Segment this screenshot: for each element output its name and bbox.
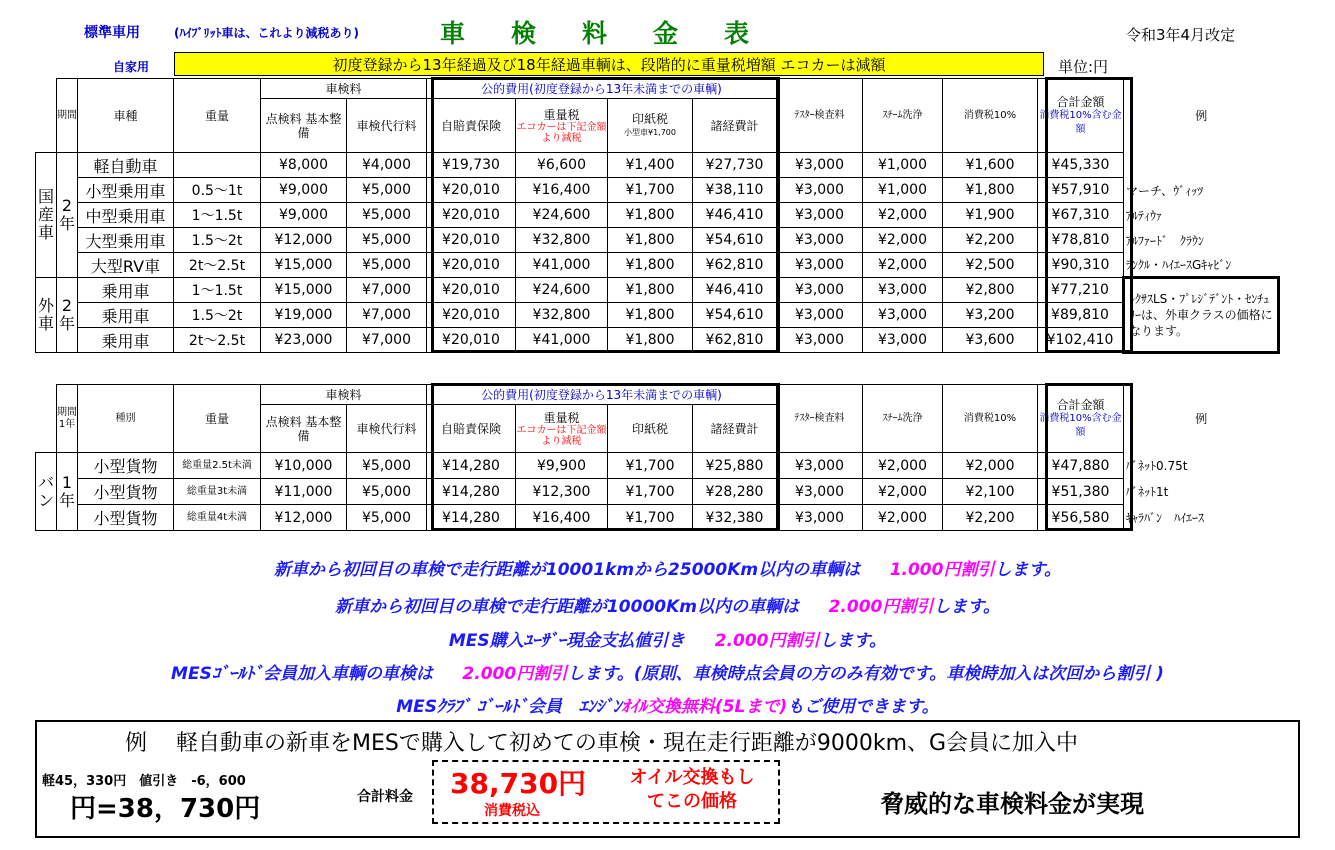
total-amount: ¥89,810 [1038, 303, 1124, 328]
steam-fee: ¥2,000 [863, 228, 943, 253]
weight-tax: ¥41,000 [516, 253, 608, 278]
basic-fee: ¥12,000 [261, 505, 347, 531]
period-cell: 1年 [57, 453, 78, 531]
agency-fee: ¥7,000 [347, 328, 427, 353]
stamp-tax: ¥1,800 [608, 228, 693, 253]
stamp-tax: ¥1,800 [608, 278, 693, 303]
tester-fee: ¥3,000 [777, 479, 863, 505]
weight-tax: ¥32,800 [516, 228, 608, 253]
consumption-tax: ¥2,200 [943, 228, 1038, 253]
stamp-tax: ¥1,800 [608, 203, 693, 228]
insurance-fee: ¥20,010 [427, 303, 516, 328]
car-type: 大型乗用車 [78, 228, 174, 253]
weight-cell: 1.5～2t [174, 228, 261, 253]
car-type: 軽自動車 [78, 153, 174, 178]
weight-tax: ¥24,600 [516, 203, 608, 228]
page-title: 車検料金表 [440, 19, 796, 48]
promo-2 [0, 592, 1335, 617]
t2-header-weight: 重量 [174, 385, 261, 453]
table-row [36, 228, 1279, 253]
table-row [36, 278, 1279, 303]
header-basic: 点検料 基本整備 [261, 99, 347, 153]
header-steam: ｽﾁｰﾑ洗浄 [863, 79, 943, 153]
header-stamp [608, 99, 693, 153]
tester-fee: ¥3,000 [777, 328, 863, 353]
header-stamp-note: 小型車¥1,700 [624, 127, 676, 137]
stamp-tax: ¥1,400 [608, 153, 693, 178]
basic-fee: ¥9,000 [261, 178, 347, 203]
group-foreign: 外車 [36, 278, 57, 353]
promo-5-end: もご使用できます。 [787, 697, 939, 717]
t2-header-period: 期間1年 [57, 385, 78, 453]
car-type: 乗用車 [78, 303, 174, 328]
header-example: 例 [1195, 108, 1208, 123]
weight-tax: ¥9,900 [516, 453, 608, 479]
consumption-tax: ¥2,200 [943, 505, 1038, 531]
header-total-label: 合計金額 [1056, 94, 1105, 109]
total-amount: ¥47,880 [1038, 453, 1124, 479]
stamp-tax: ¥1,800 [608, 303, 693, 328]
header-expense: 諸経費計 [693, 99, 777, 153]
promo-5-oil: ｵｲﾙ交換無料(5Lまで) [621, 697, 788, 717]
t2-header-basic: 点検料 基本整備 [261, 405, 347, 453]
header-stamp-label: 印紙税 [631, 111, 668, 126]
car-type: 小型乗用車 [78, 178, 174, 203]
tax-included-label: 消費税込 [484, 803, 540, 819]
insurance-fee: ¥20,010 [427, 328, 516, 353]
weight-cell: 総重量4t未満 [174, 505, 261, 531]
header-total [1038, 79, 1124, 153]
weight-tax: ¥16,400 [516, 505, 608, 531]
example-car: ｱﾙﾃｨｳｧ [1126, 208, 1163, 223]
promo-4-end: します。(原則、車検時点会員の方のみ有効です。車検時加入は次回から割引 ) [567, 664, 1164, 684]
slogan: 脅威的な車検料金が実現 [880, 790, 1144, 818]
expense-total: ¥54,610 [693, 303, 777, 328]
weight-tax: ¥41,000 [516, 328, 608, 353]
steam-fee: ¥2,000 [863, 505, 943, 531]
stamp-tax: ¥1,800 [608, 253, 693, 278]
example-price: 38,730円 [450, 767, 587, 800]
header-car-type: 車種 [78, 79, 174, 153]
example-car: ﾊﾞﾈｯﾄ0.75t [1126, 459, 1188, 473]
weight-tax: ¥24,600 [516, 278, 608, 303]
consumption-tax: ¥2,800 [943, 278, 1038, 303]
weight-tax: ¥6,600 [516, 153, 608, 178]
header-tax: 消費税10% [943, 79, 1038, 153]
t2-header-weight-tax [516, 405, 608, 453]
header-weight-tax-label: 重量税 [543, 107, 580, 122]
expense-total: ¥54,610 [693, 228, 777, 253]
header-period: 期間 [57, 79, 78, 153]
foreign-car-note: ﾚｸｻｽLS・ﾌﾟﾚｼﾞﾃﾞﾝﾄ・ｾﾝﾁｭﾘｰは、外車クラスの価格になります。 [1124, 278, 1279, 353]
t2-header-total-note: 消費税10%含む金額 [1039, 412, 1122, 438]
group-domestic: 国産車 [36, 153, 57, 278]
t2-header-public-costs: 公的費用(初度登録から13年未満までの車輌) [427, 385, 777, 405]
insurance-fee: ¥20,010 [427, 278, 516, 303]
steam-fee: ¥3,000 [863, 278, 943, 303]
steam-fee: ¥2,000 [863, 479, 943, 505]
consumption-tax: ¥3,600 [943, 328, 1038, 353]
promo-2-end: します。 [933, 597, 1001, 617]
total-amount: ¥90,310 [1038, 253, 1124, 278]
t2-header-inspection-fee: 車検料 [261, 385, 427, 405]
agency-fee: ¥5,000 [347, 203, 427, 228]
tester-fee: ¥3,000 [777, 505, 863, 531]
total-amount: ¥77,210 [1038, 278, 1124, 303]
basic-fee: ¥15,000 [261, 278, 347, 303]
stamp-tax: ¥1,700 [608, 479, 693, 505]
total-amount: ¥56,580 [1038, 505, 1124, 531]
stamp-tax: ¥1,700 [608, 178, 693, 203]
promo-5-main: MESｸﾗﾌﾞ ｺﾞｰﾙﾄﾞ会員 ｴﾝｼﾞﾝ [396, 697, 622, 717]
unit-label: 単位:円 [1058, 58, 1109, 76]
consumption-tax: ¥1,800 [943, 178, 1038, 203]
t2-header-stamp: 印紙税 [608, 405, 693, 453]
insurance-fee: ¥20,010 [427, 203, 516, 228]
blank-corner [36, 79, 57, 99]
table-row [36, 253, 1279, 278]
weight-cell: 1～1.5t [174, 203, 261, 228]
total-amount: ¥57,910 [1038, 178, 1124, 203]
example-result: 円=38，730円 [70, 794, 261, 824]
vehicle-kind: 小型貨物 [78, 505, 174, 531]
promo-3 [0, 626, 1335, 651]
t2-header-example: 例 [1195, 411, 1208, 426]
promo-3-discount: 2.000円割引 [714, 631, 820, 651]
tester-fee: ¥3,000 [777, 228, 863, 253]
consumption-tax: ¥3,200 [943, 303, 1038, 328]
consumption-tax: ¥2,500 [943, 253, 1038, 278]
example-calc: 軽45，330円 値引き -6，600 [42, 774, 246, 789]
vehicle-kind: 小型貨物 [78, 479, 174, 505]
period-cell: 2年 [57, 153, 78, 278]
insurance-fee: ¥14,280 [427, 453, 516, 479]
weight-tax: ¥12,300 [516, 479, 608, 505]
consumption-tax: ¥2,100 [943, 479, 1038, 505]
vehicle-kind: 小型貨物 [78, 453, 174, 479]
promo-1-end: します。 [994, 560, 1062, 580]
stamp-tax: ¥1,700 [608, 505, 693, 531]
weight-cell: 0.5～1t [174, 178, 261, 203]
promo-1 [0, 555, 1335, 580]
basic-fee: ¥11,000 [261, 479, 347, 505]
blank-corner-2 [36, 99, 57, 153]
price-table-van [35, 384, 1279, 531]
blank-corner-t2b [36, 405, 57, 453]
price-table-passenger [35, 78, 1280, 354]
promo-3-main: MES購入ﾕｰｻﾞｰ現金支払値引き [448, 631, 686, 651]
promo-1-discount: 1.000円割引 [889, 560, 995, 580]
header-weight: 重量 [174, 79, 261, 153]
table-row [36, 303, 1279, 328]
promo-5 [0, 692, 1335, 717]
expense-total: ¥27,730 [693, 153, 777, 178]
agency-fee: ¥5,000 [347, 479, 427, 505]
t2-header-weight-tax-note: エコカーは下記金額より減税 [516, 424, 607, 447]
promo-4-discount: 2.000円割引 [462, 664, 568, 684]
example-car [1124, 153, 1279, 178]
weight-cell: 2t～2.5t [174, 328, 261, 353]
t2-header-tax: 消費税10% [943, 385, 1038, 453]
home-use-label: 自家用 [112, 60, 149, 74]
hybrid-note: (ﾊｲﾌﾞﾘｯﾄ車は、これより減税あり) [174, 26, 359, 40]
basic-fee: ¥12,000 [261, 228, 347, 253]
steam-fee: ¥1,000 [863, 153, 943, 178]
example-car: マーチ、ｳﾞｨｯﾂ [1126, 183, 1204, 198]
example-car: ﾊﾞﾈｯﾄ1t [1126, 485, 1169, 499]
total-amount: ¥51,380 [1038, 479, 1124, 505]
header-weight-tax-note: エコカーは下記金額より減税 [516, 121, 607, 144]
example-car: ﾗﾝｸﾙ・ﾊｲｴｰｽGｷｬﾋﾞﾝ [1126, 257, 1232, 272]
steam-fee: ¥2,000 [863, 253, 943, 278]
header-public-costs: 公的費用(初度登録から13年未満までの車輌) [427, 79, 777, 99]
stamp-tax: ¥1,700 [608, 453, 693, 479]
total-amount: ¥102,410 [1038, 328, 1124, 353]
agency-fee: ¥7,000 [347, 303, 427, 328]
group-van: バン [36, 453, 57, 531]
weight-tax-notice-text: 初度登録から13年経過及び18年経過車輌は、段階的に重量税増額 エコカーは減額 [332, 55, 886, 74]
tester-fee: ¥3,000 [777, 303, 863, 328]
t2-header-agency: 車検代行料 [347, 405, 427, 453]
t2-header-expense: 諸経費計 [693, 405, 777, 453]
car-type: 大型RV車 [78, 253, 174, 278]
insurance-fee: ¥14,280 [427, 505, 516, 531]
table-row [36, 328, 1279, 353]
t2-header-kind: 種別 [78, 385, 174, 453]
weight-cell [174, 153, 261, 178]
tester-fee: ¥3,000 [777, 253, 863, 278]
header-agency: 車検代行料 [347, 99, 427, 153]
car-type: 乗用車 [78, 328, 174, 353]
steam-fee: ¥2,000 [863, 453, 943, 479]
steam-fee: ¥2,000 [863, 203, 943, 228]
example-car: ｷｬﾗﾊﾞﾝ ﾊｲｴｰｽ [1126, 511, 1205, 525]
consumption-tax: ¥2,000 [943, 453, 1038, 479]
insurance-fee: ¥14,280 [427, 479, 516, 505]
total-amount: ¥67,310 [1038, 203, 1124, 228]
expense-total: ¥62,810 [693, 253, 777, 278]
basic-fee: ¥19,000 [261, 303, 347, 328]
table-row [36, 453, 1279, 479]
expense-total: ¥46,410 [693, 203, 777, 228]
expense-total: ¥38,110 [693, 178, 777, 203]
consumption-tax: ¥1,600 [943, 153, 1038, 178]
tester-fee: ¥3,000 [777, 453, 863, 479]
agency-fee: ¥5,000 [347, 505, 427, 531]
tester-fee: ¥3,000 [777, 203, 863, 228]
example-description: 例 軽自動車の新車をMESで購入して初めての車検・現在走行距離が9000km、G会員に加入中 [125, 731, 1079, 756]
car-type: 中型乗用車 [78, 203, 174, 228]
example-total-label: 合計料金 [357, 789, 413, 805]
blank-corner-t2 [36, 385, 57, 405]
header-total-note: 消費税10%含む金額 [1039, 109, 1122, 135]
period-cell: 2年 [57, 278, 78, 353]
agency-fee: ¥5,000 [347, 253, 427, 278]
header-tester: ﾃｽﾀｰ検査料 [777, 79, 863, 153]
example-car: ｱﾙﾌｧｰﾄﾞ ｸﾗｳﾝ [1126, 233, 1205, 248]
expense-total: ¥32,380 [693, 505, 777, 531]
agency-fee: ¥7,000 [347, 278, 427, 303]
agency-fee: ¥5,000 [347, 178, 427, 203]
consumption-tax: ¥1,900 [943, 203, 1038, 228]
expense-total: ¥25,880 [693, 453, 777, 479]
agency-fee: ¥4,000 [347, 153, 427, 178]
table-row [36, 178, 1279, 203]
header-insurance: 自賠責保険 [427, 99, 516, 153]
weight-cell: 2t～2.5t [174, 253, 261, 278]
insurance-fee: ¥20,010 [427, 228, 516, 253]
t2-header-weight-tax-label: 重量税 [543, 410, 580, 425]
steam-fee: ¥3,000 [863, 328, 943, 353]
weight-tax-notice [174, 52, 1044, 76]
table-row [36, 479, 1279, 505]
t2-header-tester: ﾃｽﾀｰ検査料 [777, 385, 863, 453]
basic-fee: ¥9,000 [261, 203, 347, 228]
weight-cell: 1.5～2t [174, 303, 261, 328]
promo-1-main: 新車から初回目の車検で走行距離が10001kmから25000Km以内の車輌は [273, 560, 861, 580]
expense-total: ¥46,410 [693, 278, 777, 303]
weight-cell: 1～1.5t [174, 278, 261, 303]
promo-4 [0, 659, 1335, 684]
header-inspection-fee: 車検料 [261, 79, 427, 99]
total-amount: ¥78,810 [1038, 228, 1124, 253]
agency-fee: ¥5,000 [347, 228, 427, 253]
basic-fee: ¥23,000 [261, 328, 347, 353]
promo-2-main: 新車から初回目の車検で走行距離が10000Km以内の車輌は [334, 597, 799, 617]
total-amount: ¥45,330 [1038, 153, 1124, 178]
t2-header-insurance: 自賠責保険 [427, 405, 516, 453]
t2-header-total [1038, 385, 1124, 453]
insurance-fee: ¥19,730 [427, 153, 516, 178]
table-row [36, 153, 1279, 178]
insurance-fee: ¥20,010 [427, 178, 516, 203]
header-weight-tax [516, 99, 608, 153]
tester-fee: ¥3,000 [777, 278, 863, 303]
oil-change-note: オイル交換もしてこの価格 [629, 767, 755, 812]
tester-fee: ¥3,000 [777, 153, 863, 178]
weight-cell: 総重量3t未満 [174, 479, 261, 505]
expense-total: ¥28,280 [693, 479, 777, 505]
weight-tax: ¥16,400 [516, 178, 608, 203]
steam-fee: ¥1,000 [863, 178, 943, 203]
agency-fee: ¥5,000 [347, 453, 427, 479]
revision-date: 令和3年4月改定 [1126, 26, 1236, 44]
promo-2-discount: 2.000円割引 [828, 597, 934, 617]
steam-fee: ¥3,000 [863, 303, 943, 328]
table-row [36, 203, 1279, 228]
basic-fee: ¥8,000 [261, 153, 347, 178]
t2-header-steam: ｽﾁｰﾑ洗浄 [863, 385, 943, 453]
t2-header-total-label: 合計金額 [1056, 397, 1105, 412]
stamp-tax: ¥1,800 [608, 328, 693, 353]
expense-total: ¥62,810 [693, 328, 777, 353]
weight-cell: 総重量2.5t未満 [174, 453, 261, 479]
basic-fee: ¥15,000 [261, 253, 347, 278]
car-type: 乗用車 [78, 278, 174, 303]
table-row [36, 505, 1279, 531]
weight-tax: ¥32,800 [516, 303, 608, 328]
standard-label: 標準車用 [84, 25, 140, 41]
insurance-fee: ¥20,010 [427, 253, 516, 278]
promo-3-end: します。 [819, 631, 887, 651]
basic-fee: ¥10,000 [261, 453, 347, 479]
promo-4-main: MESｺﾞｰﾙﾄﾞ会員加入車輌の車検は [171, 664, 433, 684]
tester-fee: ¥3,000 [777, 178, 863, 203]
